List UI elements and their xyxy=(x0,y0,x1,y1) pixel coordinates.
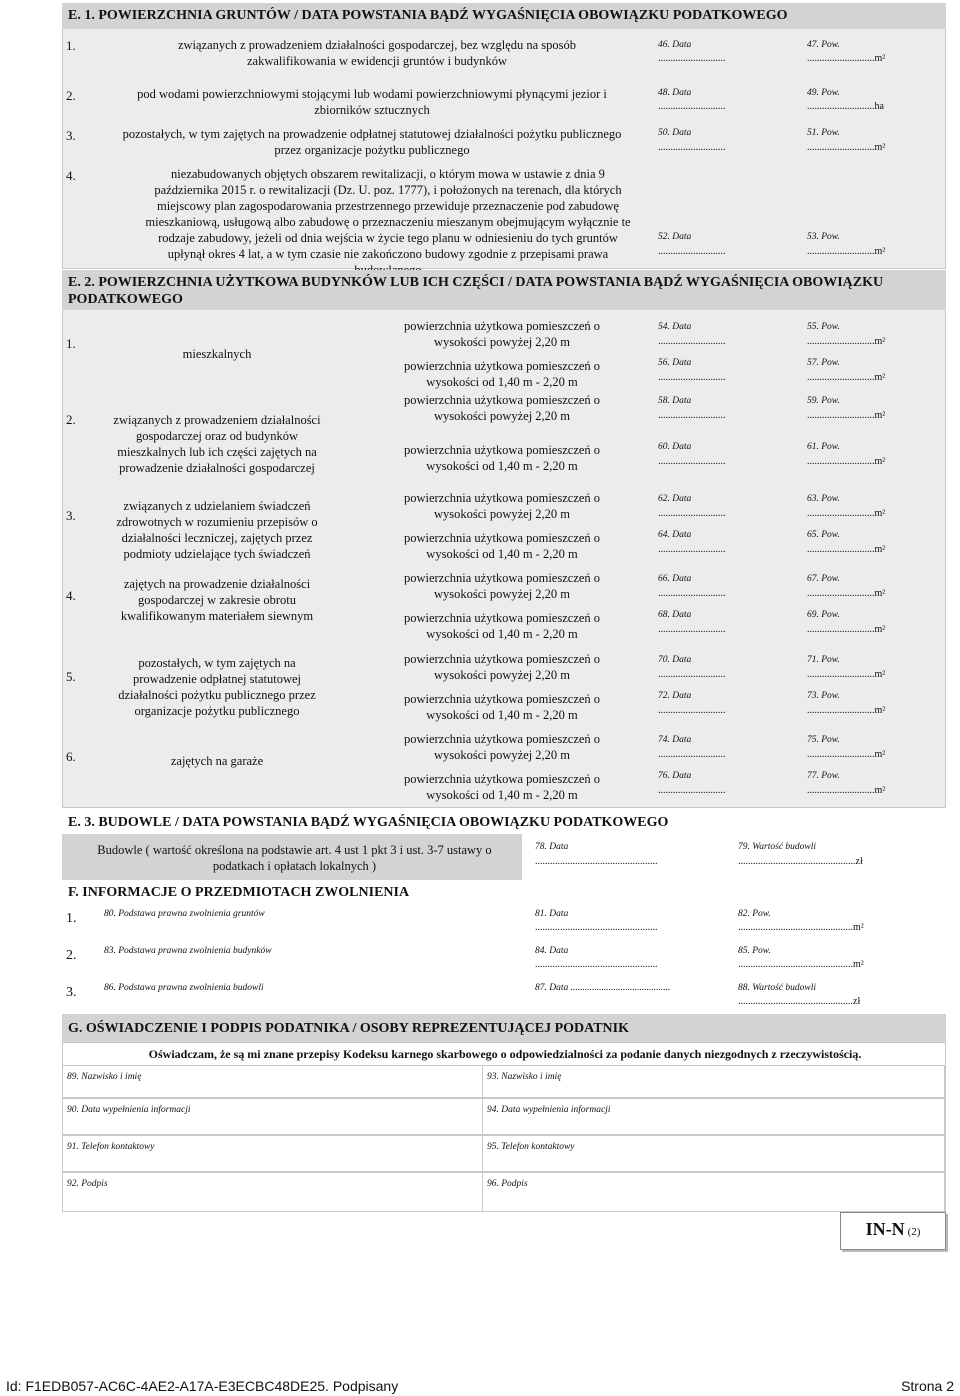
area-field-label: 47. Pow. xyxy=(807,40,840,50)
f-row-2 xyxy=(62,940,946,976)
row-number: 3. xyxy=(66,985,77,1000)
row-number: 1. xyxy=(66,336,76,351)
row-number: 4. xyxy=(66,168,76,183)
date-field[interactable]: ................................................. xyxy=(535,959,658,970)
row-description: mieszkalnych xyxy=(182,347,252,361)
date-field[interactable]: ........................... xyxy=(658,53,726,64)
area-field[interactable]: ...........................m² xyxy=(807,705,886,716)
e3-description: Budowle ( wartość określona na podstawie art. 4 ust 1 pkt 3 i ust. 3-7 ustawy o podatkach i opłatach lokalnych ) xyxy=(97,843,492,873)
area-field[interactable]: ...........................m² xyxy=(807,53,886,64)
area-field-label: 82. Pow. xyxy=(738,909,771,919)
area-field[interactable]: ..............................................m² xyxy=(738,959,864,970)
date-field-label: 81. Data xyxy=(535,909,569,919)
height-between-label: powierzchnia użytkowa pomieszczeń o wysokości od 1,40 m - 2,20 m xyxy=(403,531,601,561)
signature-field[interactable] xyxy=(63,1135,483,1172)
area-field[interactable]: ...........................m² xyxy=(807,624,886,635)
row-number: 2. xyxy=(66,948,77,963)
area-field-label: 71. Pow. xyxy=(807,655,840,665)
date-field-label: 46. Data xyxy=(658,40,692,50)
date-field-label: 72. Data xyxy=(658,691,692,701)
f-row-3 xyxy=(62,977,946,1013)
row-number: 6. xyxy=(66,749,76,764)
height-between-label: powierzchnia użytkowa pomieszczeń o wysokości od 1,40 m - 2,20 m xyxy=(403,443,601,473)
height-above-label: powierzchnia użytkowa pomieszczeń o wysokości powyżej 2,20 m xyxy=(403,732,601,762)
date-field[interactable]: ........................... xyxy=(658,508,726,519)
row-number: 1. xyxy=(66,911,77,926)
signature-field[interactable] xyxy=(63,1098,483,1135)
signature-field[interactable] xyxy=(483,1172,945,1212)
date-field-label: 84. Data xyxy=(535,946,569,956)
signature-field-label: 89. Nazwisko i imię xyxy=(67,1072,142,1082)
signature-field[interactable] xyxy=(63,1065,483,1098)
date-field[interactable]: ........................... xyxy=(658,336,726,347)
row-description: związanych z prowadzeniem działalności gospodarczej oraz od budynków mieszkalnych lub ich części zajętych na prowadzenie działalności gospodarczej xyxy=(113,413,321,475)
area-field[interactable]: ...........................m² xyxy=(807,372,886,383)
date-field-label: 62. Data xyxy=(658,494,692,504)
area-field[interactable]: ...........................m² xyxy=(807,749,886,760)
date-field[interactable]: ........................... xyxy=(658,410,726,421)
area-field[interactable]: ...........................m² xyxy=(807,410,886,421)
row-description: zajętych na prowadzenie działalności gospodarczej w zakresie obrotu kwalifikowanym materiałem siewnym xyxy=(120,577,314,623)
date-field[interactable]: ........................... xyxy=(658,785,726,796)
date-field[interactable]: ........................... xyxy=(658,669,726,680)
date-field-label: 48. Data xyxy=(658,88,692,98)
area-field-label: 75. Pow. xyxy=(807,735,840,745)
section-g xyxy=(62,1042,946,1212)
height-above-label: powierzchnia użytkowa pomieszczeń o wysokości powyżej 2,20 m xyxy=(403,571,601,601)
row-description: niezabudowanych objętych obszarem rewitalizacji, o którym mowa w ustawie z dnia 9 października 2015 r. o rewitalizacji (Dz. U. poz. 1777), i położonych na terenach, dla których miejscowy plan zagospodarowania przestrzennego przewiduje przeznaczenie pod zabudowę mieszkaniową, usługową albo zabudowę o przeznaczeniu mieszanym obejmującym wyłącznie te rodzaje zabudowy, jeżeli od dnia wejścia w życie tego planu w odniesieniu do tych gruntów upłynął okres 4 lat, a w tym czasie nie zakończono budowy zgodnie z przepisami prawa xyxy=(145,167,631,261)
area-field-label: 53. Pow. xyxy=(807,232,840,242)
value-field-label: 79. Wartość budowli xyxy=(738,842,817,852)
area-field[interactable]: ...........................m² xyxy=(807,588,886,599)
signature-field-label: 96. Podpis xyxy=(487,1179,528,1189)
footer-page: Strona 2 xyxy=(901,1378,954,1394)
date-field[interactable]: ........................... xyxy=(658,544,726,555)
value-field[interactable]: ..............................................zł xyxy=(738,996,861,1007)
date-field[interactable]: ........................... xyxy=(658,705,726,716)
area-field-label: 57. Pow. xyxy=(807,358,840,368)
height-above-label: powierzchnia użytkowa pomieszczeń o wysokości powyżej 2,20 m xyxy=(403,491,601,521)
row-description: związanych z prowadzeniem działalności gospodarczej, bez względu na sposób zakwalifikowania w ewidencji gruntów i budynków xyxy=(177,38,577,68)
signature-field[interactable] xyxy=(483,1098,945,1135)
area-field[interactable]: ..............................................m² xyxy=(738,922,864,933)
area-field-label: 69. Pow. xyxy=(807,610,840,620)
footer-id: Id: F1EDB057-AC6C-4AE2-A17A-E3ECBC48DE25. Podpisany xyxy=(6,1378,399,1394)
area-field-label: 55. Pow. xyxy=(807,322,840,332)
date-field[interactable]: ................................................. xyxy=(535,856,658,867)
section-g-title: G. OŚWIADCZENIE I PODPIS PODATNIKA / OSOBY REPREZENTUJĄCEJ PODATNIK xyxy=(62,1014,946,1042)
area-field-label: 61. Pow. xyxy=(807,442,840,452)
section-e2-title: E. 2. POWIERZCHNIA UŻYTKOWA BUDYNKÓW LUB ICH CZĘŚCI / DATA POWSTANIA BĄDŹ WYGAŚNIĘCIA OBOWIĄZKU PODATKOWEGO xyxy=(62,270,946,310)
signature-field-label: 93. Nazwisko i imię xyxy=(487,1072,562,1082)
signature-field[interactable] xyxy=(63,1172,483,1212)
row-number: 2. xyxy=(66,88,76,103)
date-field-label: 70. Data xyxy=(658,655,692,665)
area-field-label: 73. Pow. xyxy=(807,691,840,701)
row-description: pozostałych, w tym zajętych na prowadzenie odpłatnej statutowej działalności pożytku publicznego przez organizacje pożytku publicznego xyxy=(118,656,316,718)
form-code-badge xyxy=(840,1212,946,1250)
row-description: związanych z udzielaniem świadczeń zdrowotnych w rozumieniu przepisów o działalności leczniczej, zajętych przez podmioty udzielające tych świadczeń xyxy=(116,499,318,561)
date-field-label: 50. Data xyxy=(658,128,692,138)
date-field-label: 58. Data xyxy=(658,396,692,406)
date-field[interactable]: ................................................. xyxy=(535,922,658,933)
signature-field-label: 95. Telefon kontaktowy xyxy=(487,1142,575,1152)
row-number: 3. xyxy=(66,128,76,143)
row-description: pozostałych, w tym zajętych na prowadzenie odpłatnej statutowej działalności pożytku publicznego przez organizacje pożytku publicznego xyxy=(122,127,622,157)
date-field-label: 54. Data xyxy=(658,322,692,332)
area-field[interactable]: ...........................m² xyxy=(807,785,886,796)
exemption-basis-field[interactable]: 86. Podstawa prawna zwolnienia budowli xyxy=(104,983,264,993)
date-field-label: 60. Data xyxy=(658,442,692,452)
date-field[interactable]: ........................... xyxy=(658,101,726,112)
date-field[interactable]: ........................... xyxy=(658,624,726,635)
height-above-label: powierzchnia użytkowa pomieszczeń o wysokości powyżej 2,20 m xyxy=(403,652,601,682)
form-code: IN-N xyxy=(865,1219,905,1239)
signature-field-label: 94. Data wypełnienia informacji xyxy=(487,1105,611,1115)
value-field-label: 88. Wartość budowli xyxy=(738,983,817,993)
f-row-1 xyxy=(62,903,946,939)
date-field[interactable]: ........................... xyxy=(658,372,726,383)
area-field-label: 65. Pow. xyxy=(807,530,840,540)
signature-field-label: 92. Podpis xyxy=(67,1179,108,1189)
signature-field[interactable] xyxy=(483,1065,945,1098)
date-field[interactable]: ........................... xyxy=(658,456,726,467)
area-field[interactable]: ...........................m² xyxy=(807,456,886,467)
date-field-label: 56. Data xyxy=(658,358,692,368)
date-field-label: 76. Data xyxy=(658,771,692,781)
section-e3-title: E. 3. BUDOWLE / DATA POWSTANIA BĄDŹ WYGAŚNIĘCIA OBOWIĄZKU PODATKOWEGO xyxy=(62,810,946,834)
row-number: 5. xyxy=(66,669,76,684)
date-field[interactable]: ........................... xyxy=(658,749,726,760)
area-field[interactable]: ...........................m² xyxy=(807,142,886,153)
area-field-label: 63. Pow. xyxy=(807,494,840,504)
exemption-basis-field[interactable]: 80. Podstawa prawna zwolnienia gruntów xyxy=(104,909,265,919)
section-e3 xyxy=(62,834,946,882)
area-field[interactable]: ...........................m² xyxy=(807,669,886,680)
date-field[interactable]: ........................... xyxy=(658,588,726,599)
date-field[interactable]: ........................... xyxy=(658,246,726,257)
row-number: 3. xyxy=(66,508,76,523)
area-field-label: 85. Pow. xyxy=(738,946,771,956)
row-description: zajętych na garaże xyxy=(170,754,264,768)
signature-field-label: 90. Data wypełnienia informacji xyxy=(67,1105,191,1115)
date-field-label: 78. Data xyxy=(535,842,569,852)
section-f xyxy=(62,903,946,1013)
date-field-label: 66. Data xyxy=(658,574,692,584)
row-number: 2. xyxy=(66,412,76,427)
height-between-label: powierzchnia użytkowa pomieszczeń o wysokości od 1,40 m - 2,20 m xyxy=(403,692,601,722)
date-field-label: 64. Data xyxy=(658,530,692,540)
area-field[interactable]: ...........................m² xyxy=(807,508,886,519)
area-field[interactable]: ...........................ha xyxy=(807,101,884,112)
height-between-label: powierzchnia użytkowa pomieszczeń o wysokości od 1,40 m - 2,20 m xyxy=(403,359,601,389)
area-field-label: 67. Pow. xyxy=(807,574,840,584)
exemption-basis-field[interactable]: 83. Podstawa prawna zwolnienia budynków xyxy=(104,946,272,956)
signature-field-label: 91. Telefon kontaktowy xyxy=(67,1142,155,1152)
row-number: 1. xyxy=(66,38,76,53)
area-field-label: 77. Pow. xyxy=(807,771,840,781)
area-field-label: 49. Pow. xyxy=(807,88,840,98)
section-f-title: F. INFORMACJE O PRZEDMIOTACH ZWOLNIENIA xyxy=(62,880,946,902)
area-field[interactable]: ...........................m² xyxy=(807,544,886,555)
value-field[interactable]: ...............................................zł xyxy=(738,856,863,867)
height-above-label: powierzchnia użytkowa pomieszczeń o wysokości powyżej 2,20 m xyxy=(403,393,601,423)
signature-field[interactable] xyxy=(483,1135,945,1172)
date-field[interactable]: ........................... xyxy=(658,142,726,153)
height-between-label: powierzchnia użytkowa pomieszczeń o wysokości od 1,40 m - 2,20 m xyxy=(403,611,601,641)
area-field[interactable]: ...........................m² xyxy=(807,246,886,257)
height-above-label: powierzchnia użytkowa pomieszczeń o wysokości powyżej 2,20 m xyxy=(403,319,601,349)
area-field[interactable]: ...........................m² xyxy=(807,336,886,347)
date-field-label: 68. Data xyxy=(658,610,692,620)
area-field-label: 59. Pow. xyxy=(807,396,840,406)
row-number: 4. xyxy=(66,588,76,603)
section-e1-title: E. 1. POWIERZCHNIA GRUNTÓW / DATA POWSTANIA BĄDŹ WYGAŚNIĘCIA OBOWIĄZKU PODATKOWEGO xyxy=(62,3,946,29)
statement: Oświadczam, że są mi znane przepisy Kodeksu karnego skarbowego o odpowiedzialności za podanie danych niezgodnych z rzeczywistością. xyxy=(148,1047,862,1061)
area-field-label: 51. Pow. xyxy=(807,128,840,138)
form-version: (2) xyxy=(907,1226,921,1238)
date-field-label: 74. Data xyxy=(658,735,692,745)
row-description: pod wodami powierzchniowymi stojącymi lub wodami powierzchniowymi płynącymi jezior i zbiorników sztucznych xyxy=(137,87,607,117)
date-field[interactable]: 87. Data .......................................... xyxy=(535,983,671,993)
height-between-label: powierzchnia użytkowa pomieszczeń o wysokości od 1,40 m - 2,20 m xyxy=(403,772,601,802)
date-field-label: 52. Data xyxy=(658,232,692,242)
